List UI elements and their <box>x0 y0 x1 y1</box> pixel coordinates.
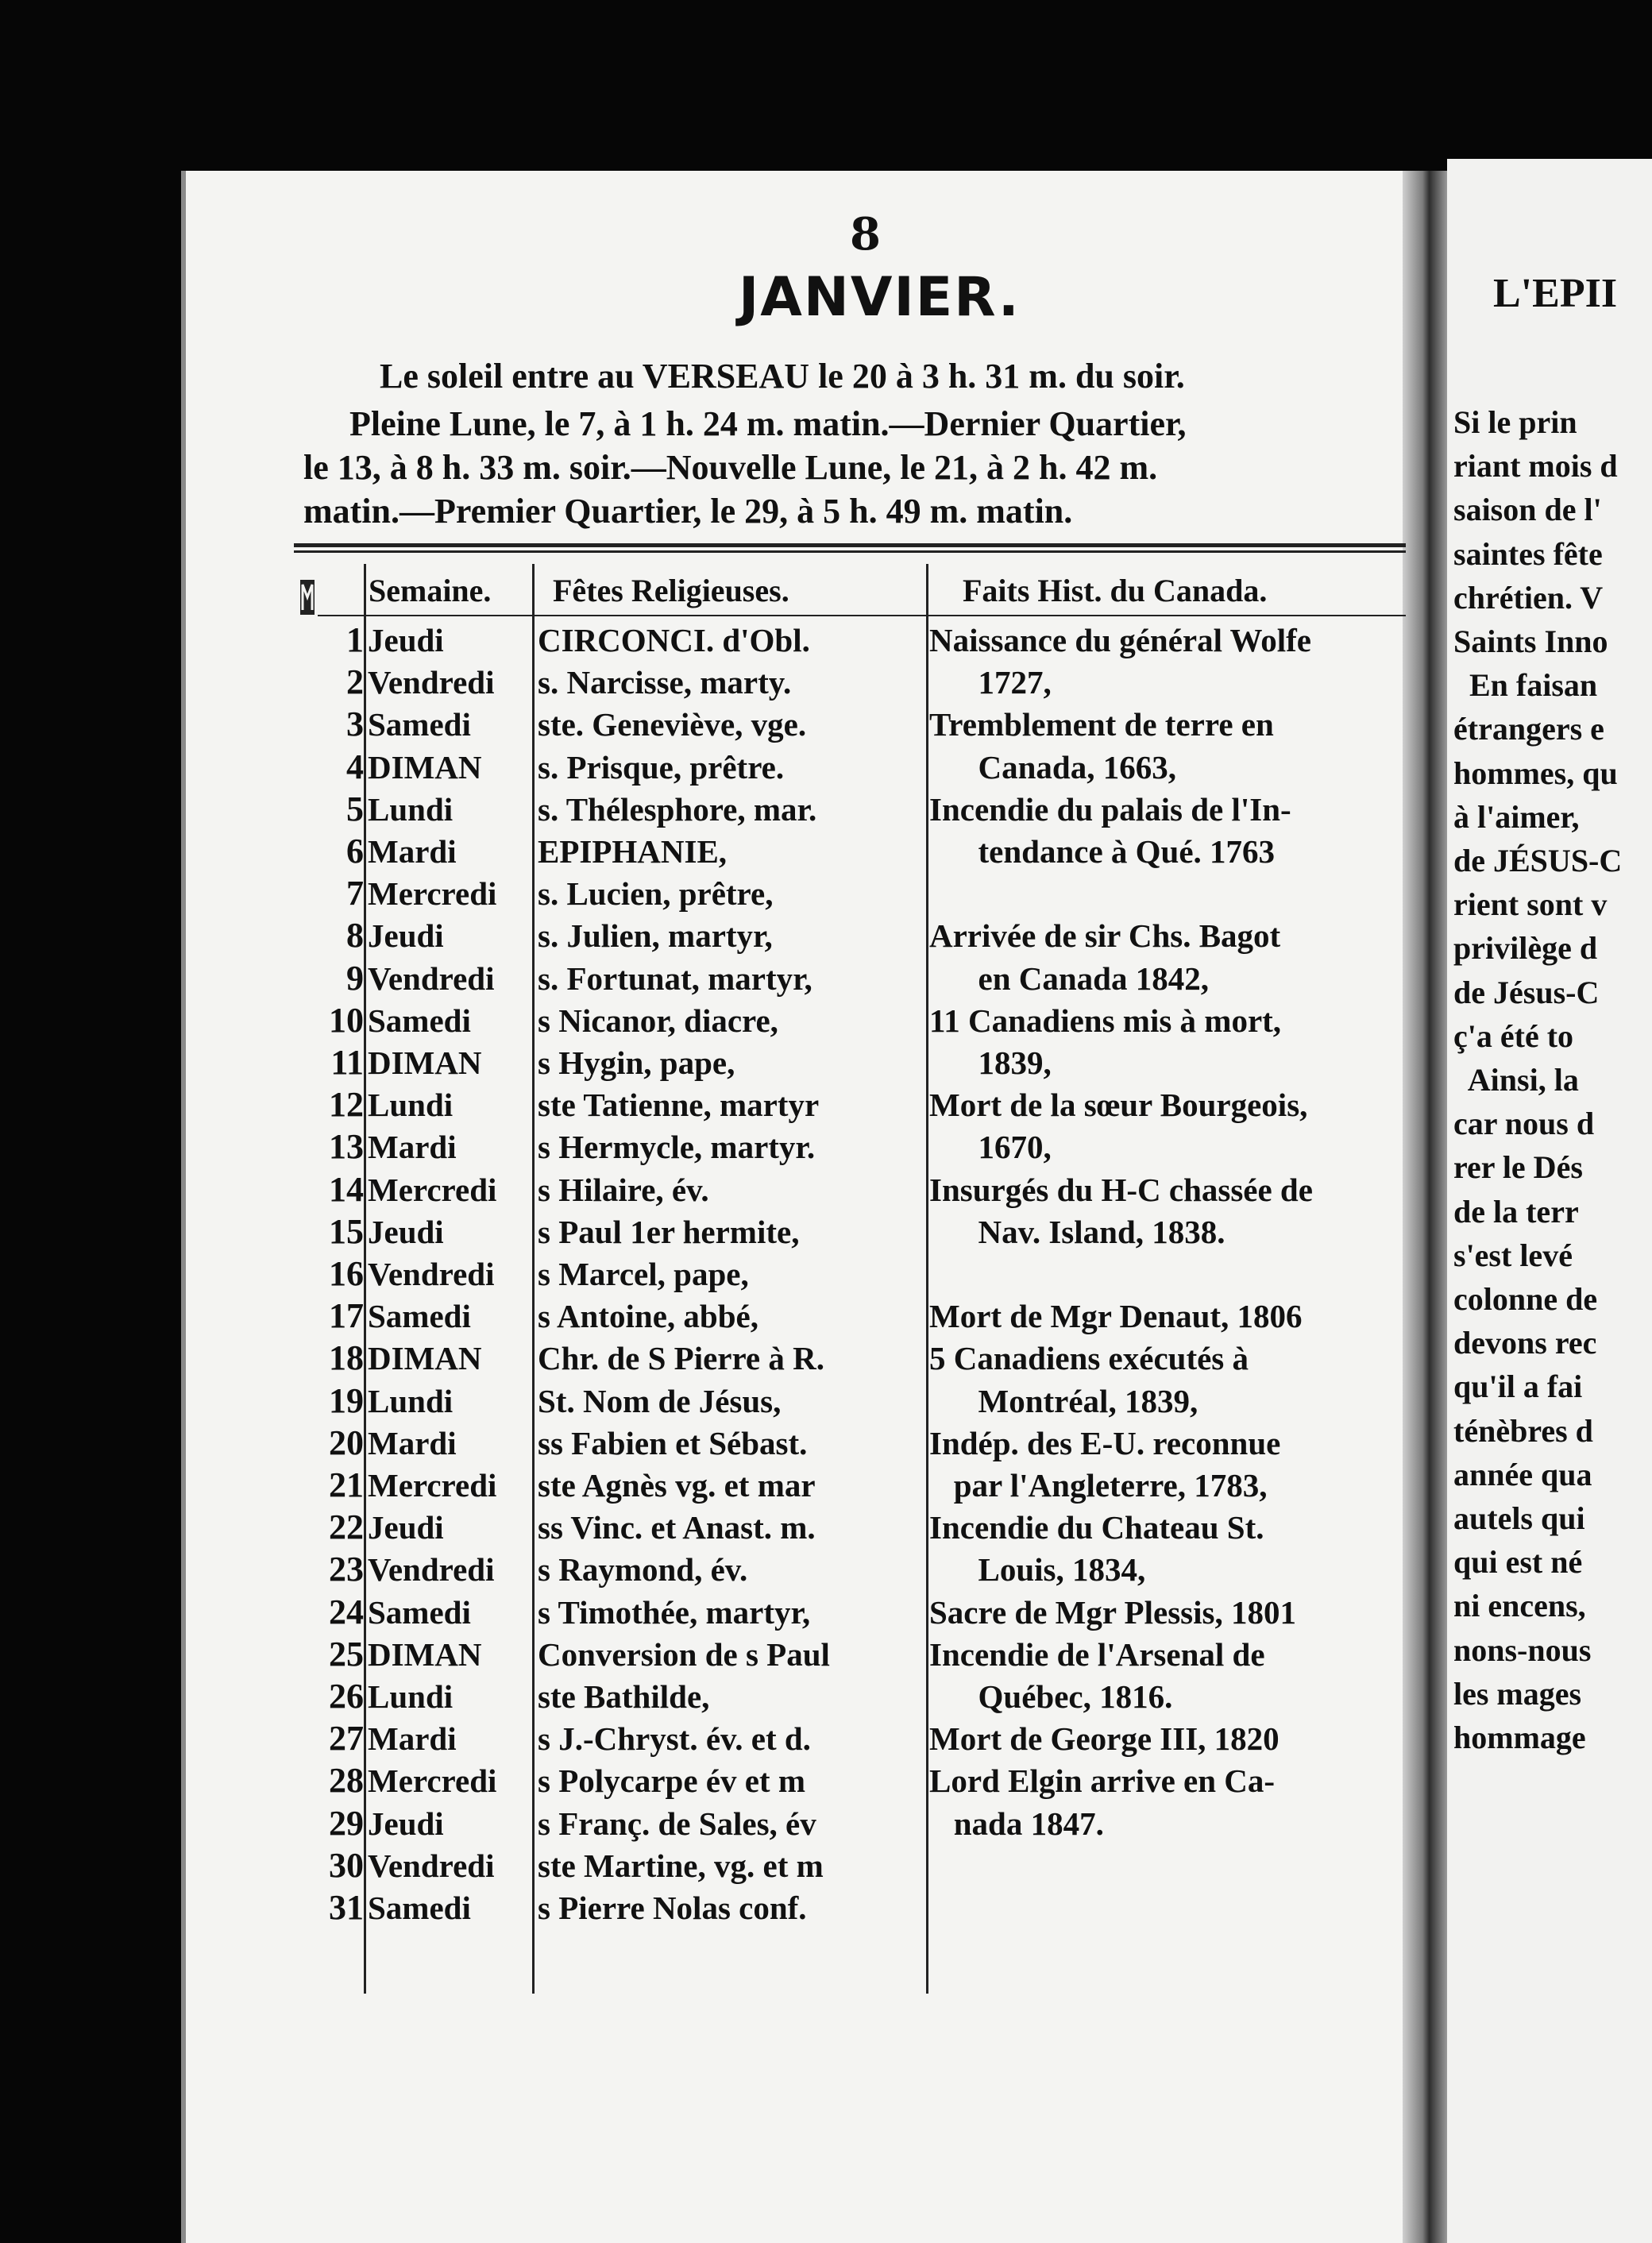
day-cell: 2 <box>346 662 364 702</box>
right-page-line: ç'a été to <box>1453 1017 1574 1054</box>
right-page-line: hommage <box>1453 1720 1586 1755</box>
table-row <box>0 1000 1414 1042</box>
right-page-line: autels qui <box>1453 1500 1585 1536</box>
table-row <box>0 958 1414 1000</box>
table-row <box>0 1126 1414 1168</box>
right-page-line: devons rec <box>1453 1325 1597 1361</box>
weekday-cell: Samedi <box>368 706 471 743</box>
weekday-cell: Mardi <box>368 1720 457 1758</box>
right-page-line: s'est levé <box>1453 1237 1573 1273</box>
day-cell: 25 <box>329 1634 364 1674</box>
feast-cell: s Antoine, abbé, <box>538 1298 758 1335</box>
weekday-cell: Mercredi <box>368 1467 497 1504</box>
header-line-3: le 13, à 8 h. 33 m. soir.—Nouvelle Lune, le 21, à 2 h. 42 m. <box>303 448 1158 487</box>
table-row <box>0 1211 1414 1253</box>
right-page-line: rer le Dés <box>1453 1149 1583 1186</box>
feast-cell: s Polycarpe év et m <box>538 1762 805 1800</box>
day-cell: 26 <box>329 1677 364 1716</box>
weekday-cell: Mardi <box>368 833 457 870</box>
weekday-cell: Samedi <box>368 1002 471 1039</box>
day-cell: 21 <box>329 1465 364 1504</box>
header-rule-thin <box>294 550 1406 553</box>
day-cell: 4 <box>346 747 364 786</box>
history-cell: Mort de Mgr Denaut, 1806 <box>929 1298 1303 1335</box>
history-cell: en Canada 1842, <box>929 959 1209 997</box>
feast-cell: s Marcel, pape, <box>538 1256 749 1292</box>
day-cell: 13 <box>329 1127 364 1167</box>
feast-cell: s Pierre Nolas conf. <box>538 1890 807 1926</box>
weekday-cell: Lundi <box>368 1087 454 1124</box>
history-cell: Incendie du palais de l'In- <box>929 790 1291 828</box>
table-row <box>0 747 1414 789</box>
history-cell: Louis, 1834, <box>929 1551 1146 1589</box>
weekday-cell: Mercredi <box>368 1171 497 1208</box>
right-page-line: à l'aimer, <box>1453 798 1580 835</box>
right-page-line: ni encens, <box>1453 1588 1586 1624</box>
history-cell: par l'Angleterre, 1783, <box>929 1467 1268 1504</box>
table-row <box>0 1592 1414 1634</box>
table-row <box>0 1676 1414 1718</box>
weekday-cell: Vendredi <box>368 1551 495 1589</box>
weekday-cell: Jeudi <box>368 917 444 955</box>
day-cell: 29 <box>329 1803 364 1843</box>
history-cell: Indép. des E-U. reconnue <box>929 1424 1281 1461</box>
table-row <box>0 1507 1414 1549</box>
feast-cell: ste Agnès vg. et mar <box>538 1467 816 1504</box>
history-cell: 1670, <box>929 1129 1052 1166</box>
weekday-cell: Mercredi <box>368 1762 497 1800</box>
weekday-cell: Samedi <box>368 1298 471 1335</box>
feast-cell: s Raymond, év. <box>538 1551 748 1589</box>
feast-cell: ste Martine, vg. et m <box>538 1847 824 1884</box>
table-row <box>0 1253 1414 1295</box>
day-cell: 12 <box>329 1085 364 1125</box>
table-row <box>0 1169 1414 1211</box>
right-page-line: ténèbres d <box>1453 1412 1593 1449</box>
weekday-cell: Vendredi <box>368 664 495 701</box>
right-page-line: chrétien. V <box>1453 579 1604 616</box>
day-cell: 3 <box>346 705 364 744</box>
history-cell: tendance à Qué. 1763 <box>929 833 1276 870</box>
feast-cell: s. Lucien, prêtre, <box>538 875 774 913</box>
history-cell: Lord Elgin arrive en Ca- <box>929 1762 1276 1800</box>
history-cell: Sacre de Mgr Plessis, 1801 <box>929 1593 1296 1631</box>
right-page-title: L'EPII <box>1493 271 1618 316</box>
right-page-line: année qua <box>1453 1456 1592 1492</box>
header-line-1: Le soleil entre au VERSEAU le 20 à 3 h. 31 m. du soir. <box>380 357 1185 396</box>
right-page-line: Saints Inno <box>1453 623 1608 659</box>
table-row <box>0 915 1414 957</box>
weekday-cell: DIMAN <box>368 1340 482 1377</box>
history-cell: 5 Canadiens exécutés à <box>929 1340 1249 1377</box>
history-cell: 11 Canadiens mis à mort, <box>929 1002 1282 1039</box>
month-title: JANVIER. <box>739 266 1021 329</box>
column-header-week: Semaine. <box>369 573 492 608</box>
day-cell: 9 <box>346 958 364 998</box>
right-page-line: saintes fête <box>1453 535 1603 572</box>
feast-cell: ste Tatienne, martyr <box>538 1087 820 1124</box>
right-page-line: qu'il a fai <box>1453 1369 1583 1405</box>
weekday-cell: DIMAN <box>368 1044 482 1081</box>
feast-cell: ste. Geneviève, vge. <box>538 706 807 743</box>
table-row <box>0 1295 1414 1338</box>
weekday-cell: Jeudi <box>368 1805 444 1842</box>
weekday-cell: Jeudi <box>368 1213 444 1250</box>
day-cell: 30 <box>329 1845 364 1885</box>
weekday-cell: Lundi <box>368 1382 454 1419</box>
day-cell: 31 <box>329 1888 364 1927</box>
header-line-2: Pleine Lune, le 7, à 1 h. 24 m. matin.—Dernier Quartier, <box>349 404 1187 443</box>
day-cell: 14 <box>329 1169 364 1209</box>
table-row <box>0 1634 1414 1676</box>
table-row <box>0 1549 1414 1591</box>
right-page-line: car nous d <box>1453 1106 1595 1142</box>
history-cell: Incendie du Chateau St. <box>929 1509 1264 1546</box>
day-cell: 17 <box>329 1296 364 1336</box>
history-cell: Canada, 1663, <box>929 748 1176 786</box>
right-page-line: de Jésus-C <box>1453 974 1600 1010</box>
day-cell: 19 <box>329 1380 364 1420</box>
table-row <box>0 1887 1414 1929</box>
feast-cell: Chr. de S Pierre à R. <box>538 1340 824 1377</box>
right-page-line: riant mois d <box>1453 448 1618 485</box>
day-cell: 20 <box>329 1423 364 1462</box>
history-cell: nada 1847. <box>929 1805 1104 1842</box>
right-page-line: colonne de <box>1453 1281 1598 1317</box>
table-row <box>0 1803 1414 1845</box>
day-cell: 8 <box>346 916 364 955</box>
day-cell: 6 <box>346 832 364 871</box>
table-row <box>0 1718 1414 1760</box>
page-number: 8 <box>850 208 881 261</box>
feast-cell: s Timothée, martyr, <box>538 1593 811 1631</box>
weekday-cell: Vendredi <box>368 959 495 997</box>
history-cell: Incendie de l'Arsenal de <box>929 1635 1265 1673</box>
history-cell: Tremblement de terre en <box>929 706 1274 743</box>
column-header-religious: Fêtes Religieuses. <box>553 573 789 608</box>
history-cell: 1727, <box>929 664 1052 701</box>
day-cell: 24 <box>329 1592 364 1631</box>
right-page-line: Si le prin <box>1453 404 1577 440</box>
feast-cell: s Hermycle, martyr. <box>538 1129 816 1166</box>
table-row <box>0 662 1414 704</box>
right-page-line: étrangers e <box>1453 711 1604 747</box>
feast-cell: s Hygin, pape, <box>538 1044 735 1081</box>
feast-cell: s. Prisque, prêtre. <box>538 748 785 786</box>
day-cell: 15 <box>329 1211 364 1251</box>
weekday-cell: Vendredi <box>368 1256 495 1292</box>
right-page-line: les mages <box>1453 1675 1582 1712</box>
weekday-cell: Samedi <box>368 1890 471 1926</box>
table-row <box>0 1042 1414 1084</box>
day-cell: 22 <box>329 1508 364 1547</box>
column-header-history: Faits Hist. du Canada. <box>963 573 1268 608</box>
weekday-cell: Vendredi <box>368 1847 495 1884</box>
table-row <box>0 1465 1414 1507</box>
table-row <box>0 1338 1414 1380</box>
feast-cell: s. Julien, martyr, <box>538 917 773 955</box>
day-cell: 16 <box>329 1254 364 1293</box>
weekday-cell: Samedi <box>368 1593 471 1631</box>
weekday-cell: Mercredi <box>368 875 497 913</box>
history-cell: Québec, 1816. <box>929 1678 1173 1715</box>
feast-cell: EPIPHANIE, <box>538 833 728 870</box>
right-page-line: saison de l' <box>1453 492 1602 528</box>
history-cell: 1839, <box>929 1044 1052 1081</box>
column-header-rule <box>318 615 1406 616</box>
feast-cell: s. Thélesphore, mar. <box>538 790 817 828</box>
table-row <box>0 620 1414 662</box>
right-page-line: rient sont v <box>1453 886 1608 923</box>
weekday-cell: Mardi <box>368 1424 457 1461</box>
feast-cell: s. Narcisse, marty. <box>538 664 792 701</box>
feast-cell: CIRCONCI. d'Obl. <box>538 622 810 658</box>
day-cell: 18 <box>329 1338 364 1378</box>
right-page-line: de la terr <box>1453 1193 1579 1230</box>
history-cell: Nav. Island, 1838. <box>929 1213 1225 1250</box>
right-page-line: nons-nous <box>1453 1631 1592 1668</box>
right-page-line: de JÉSUS-C <box>1453 843 1623 878</box>
feast-cell: s Nicanor, diacre, <box>538 1002 778 1039</box>
history-cell: Insurgés du H-C chassée de <box>929 1171 1313 1208</box>
table-row <box>0 831 1414 873</box>
weekday-cell: Jeudi <box>368 622 444 658</box>
right-page-line: qui est né <box>1453 1544 1583 1581</box>
feast-cell: s Hilaire, év. <box>538 1171 709 1208</box>
table-row <box>0 1084 1414 1126</box>
right-page-line: privilège d <box>1453 930 1598 967</box>
table-row <box>0 1845 1414 1887</box>
feast-cell: s Franç. de Sales, év <box>538 1805 816 1842</box>
history-cell: Mort de George III, 1820 <box>929 1720 1280 1758</box>
history-cell: Naissance du général Wolfe <box>929 622 1311 658</box>
feast-cell: St. Nom de Jésus, <box>538 1382 782 1419</box>
day-cell: 7 <box>346 874 364 913</box>
m-column-marker <box>299 578 316 616</box>
table-row <box>0 789 1414 831</box>
day-cell: 28 <box>329 1761 364 1801</box>
feast-cell: s Paul 1er hermite, <box>538 1213 800 1250</box>
right-page-line: En faisan <box>1453 667 1598 704</box>
feast-cell: s J.-Chryst. év. et d. <box>538 1720 811 1758</box>
weekday-cell: DIMAN <box>368 1635 482 1673</box>
feast-cell: Conversion de s Paul <box>538 1635 830 1673</box>
day-cell: 1 <box>346 620 364 659</box>
header-line-4: matin.—Premier Quartier, le 29, à 5 h. 49 m. matin. <box>303 492 1073 531</box>
feast-cell: ss Vinc. et Anast. m. <box>538 1509 816 1546</box>
weekday-cell: Jeudi <box>368 1509 444 1546</box>
day-cell: 5 <box>346 789 364 828</box>
feast-cell: ste Bathilde, <box>538 1678 710 1715</box>
table-row <box>0 1380 1414 1423</box>
day-cell: 27 <box>329 1719 364 1758</box>
right-page-line: hommes, qu <box>1453 755 1618 791</box>
history-cell: Arrivée de sir Chs. Bagot <box>929 917 1281 955</box>
weekday-cell: Lundi <box>368 790 454 828</box>
table-row <box>0 1760 1414 1802</box>
table-row <box>0 704 1414 746</box>
right-page-line: Ainsi, la <box>1453 1062 1579 1098</box>
feast-cell: ss Fabien et Sébast. <box>538 1424 808 1461</box>
table-row <box>0 873 1414 915</box>
history-cell: Montréal, 1839, <box>929 1382 1198 1419</box>
day-cell: 10 <box>329 1000 364 1040</box>
feast-cell: s. Fortunat, martyr, <box>538 959 812 997</box>
history-cell: Mort de la sœur Bourgeois, <box>929 1087 1308 1124</box>
day-cell: 11 <box>330 1043 364 1082</box>
table-row <box>0 1423 1414 1465</box>
weekday-cell: Mardi <box>368 1129 457 1166</box>
weekday-cell: DIMAN <box>368 748 482 786</box>
day-cell: 23 <box>329 1550 364 1589</box>
weekday-cell: Lundi <box>368 1678 454 1715</box>
header-rule <box>294 543 1406 547</box>
